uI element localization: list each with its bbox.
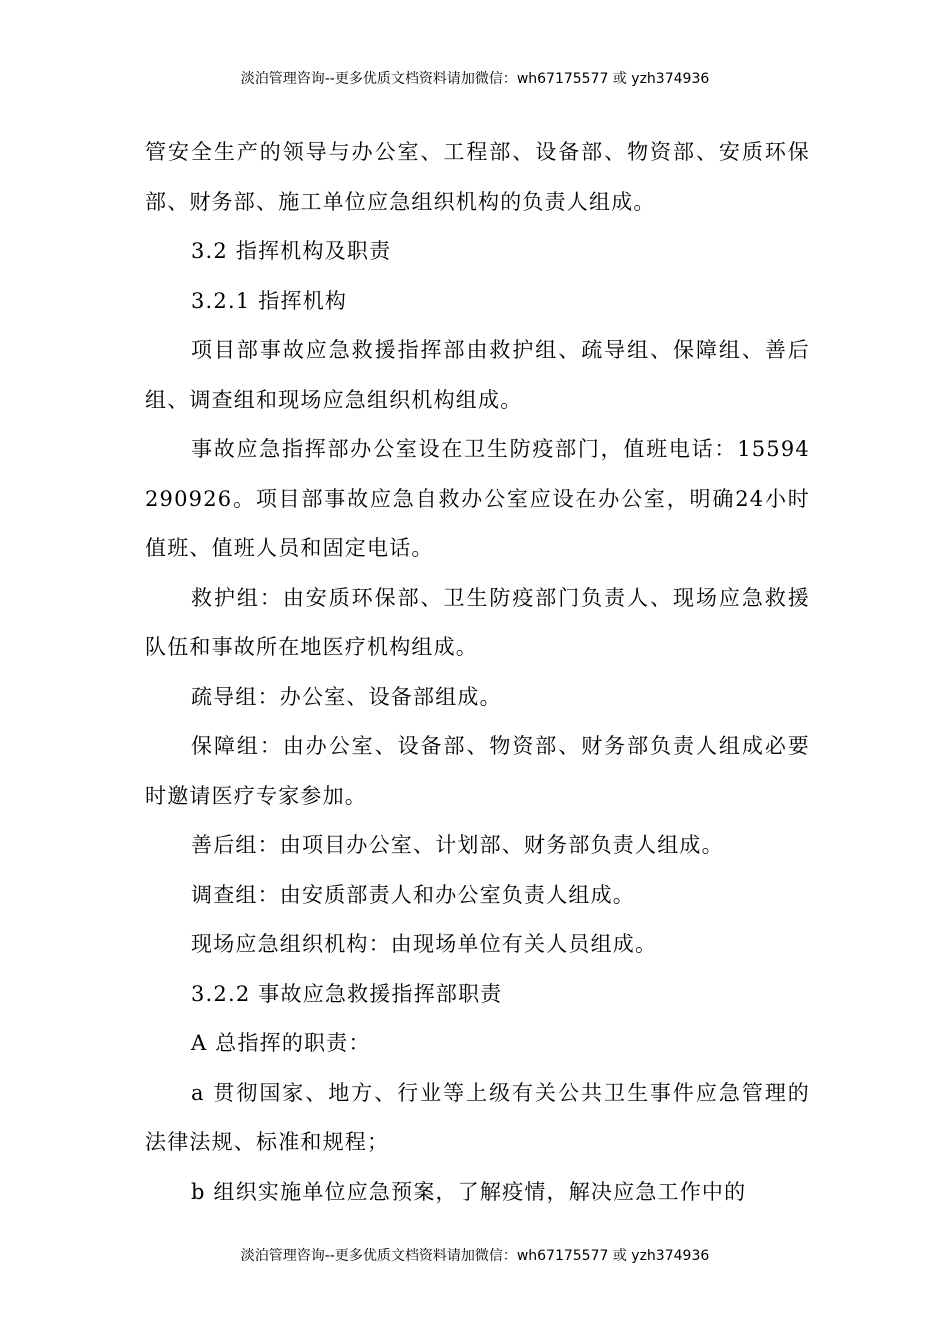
document-body [145, 128, 810, 1217]
paragraph-onsite-organization: 现场应急组织机构：由现场单位有关人员组成。 [191, 932, 658, 956]
list-item-b: b 组织实施单位应急预案，了解疫情，解决应急工作中的 [191, 1179, 747, 1204]
section-heading-3-2-1: 3.2.1 指挥机构 [191, 288, 348, 313]
page-header-watermark: 淡泊管理咨询--更多优质文档资料请加微信：wh67175577 或 yzh374936 [240, 71, 710, 87]
paragraph-guidance-group: 疏导组：办公室、设备部组成。 [191, 684, 502, 709]
paragraph-command-structure: 项目部事故应急救援指挥部由救护组、疏导组、保障组、善后组、调查组和现场应急组织机构组成。 [145, 338, 810, 412]
section-heading-3-2: 3.2 指挥机构及职责 [191, 239, 392, 263]
paragraph-support-group: 保障组：由办公室、设备部、物资部、财务部负责人组成必要时邀请医疗专家参加。 [145, 734, 810, 808]
section-heading-3-2-2: 3.2.2 事故应急救援指挥部职责 [191, 981, 503, 1006]
paragraph-rescue-group: 救护组：由安质环保部、卫生防疫部门负责人、现场应急救援队伍和事故所在地医疗机构组成。 [145, 585, 810, 659]
paragraph-aftermath-group: 善后组：由项目办公室、计划部、财务部负责人组成。 [191, 833, 724, 857]
subheading-commander-duties: A 总指挥的职责： [191, 1031, 371, 1055]
paragraph-continuation: 管安全生产的领导与办公室、工程部、设备部、物资部、安质环保部、财务部、施工单位应急组织机构的负责人组成。 [145, 140, 810, 214]
paragraph-office-phone: 事故应急指挥部办公室设在卫生防疫部门，值班电话：15594290926。项目部事故应急自救办公室应设在办公室，明确24小时值班、值班人员和固定电话。 [145, 437, 810, 560]
page-footer-watermark: 淡泊管理咨询--更多优质文档资料请加微信：wh67175577 或 yzh374936 [240, 1248, 710, 1264]
paragraph-investigation-group: 调查组：由安质部责人和办公室负责人组成。 [191, 882, 635, 907]
list-item-a: a 贯彻国家、地方、行业等上级有关公共卫生事件应急管理的法律法规、标准和规程； [145, 1080, 810, 1154]
